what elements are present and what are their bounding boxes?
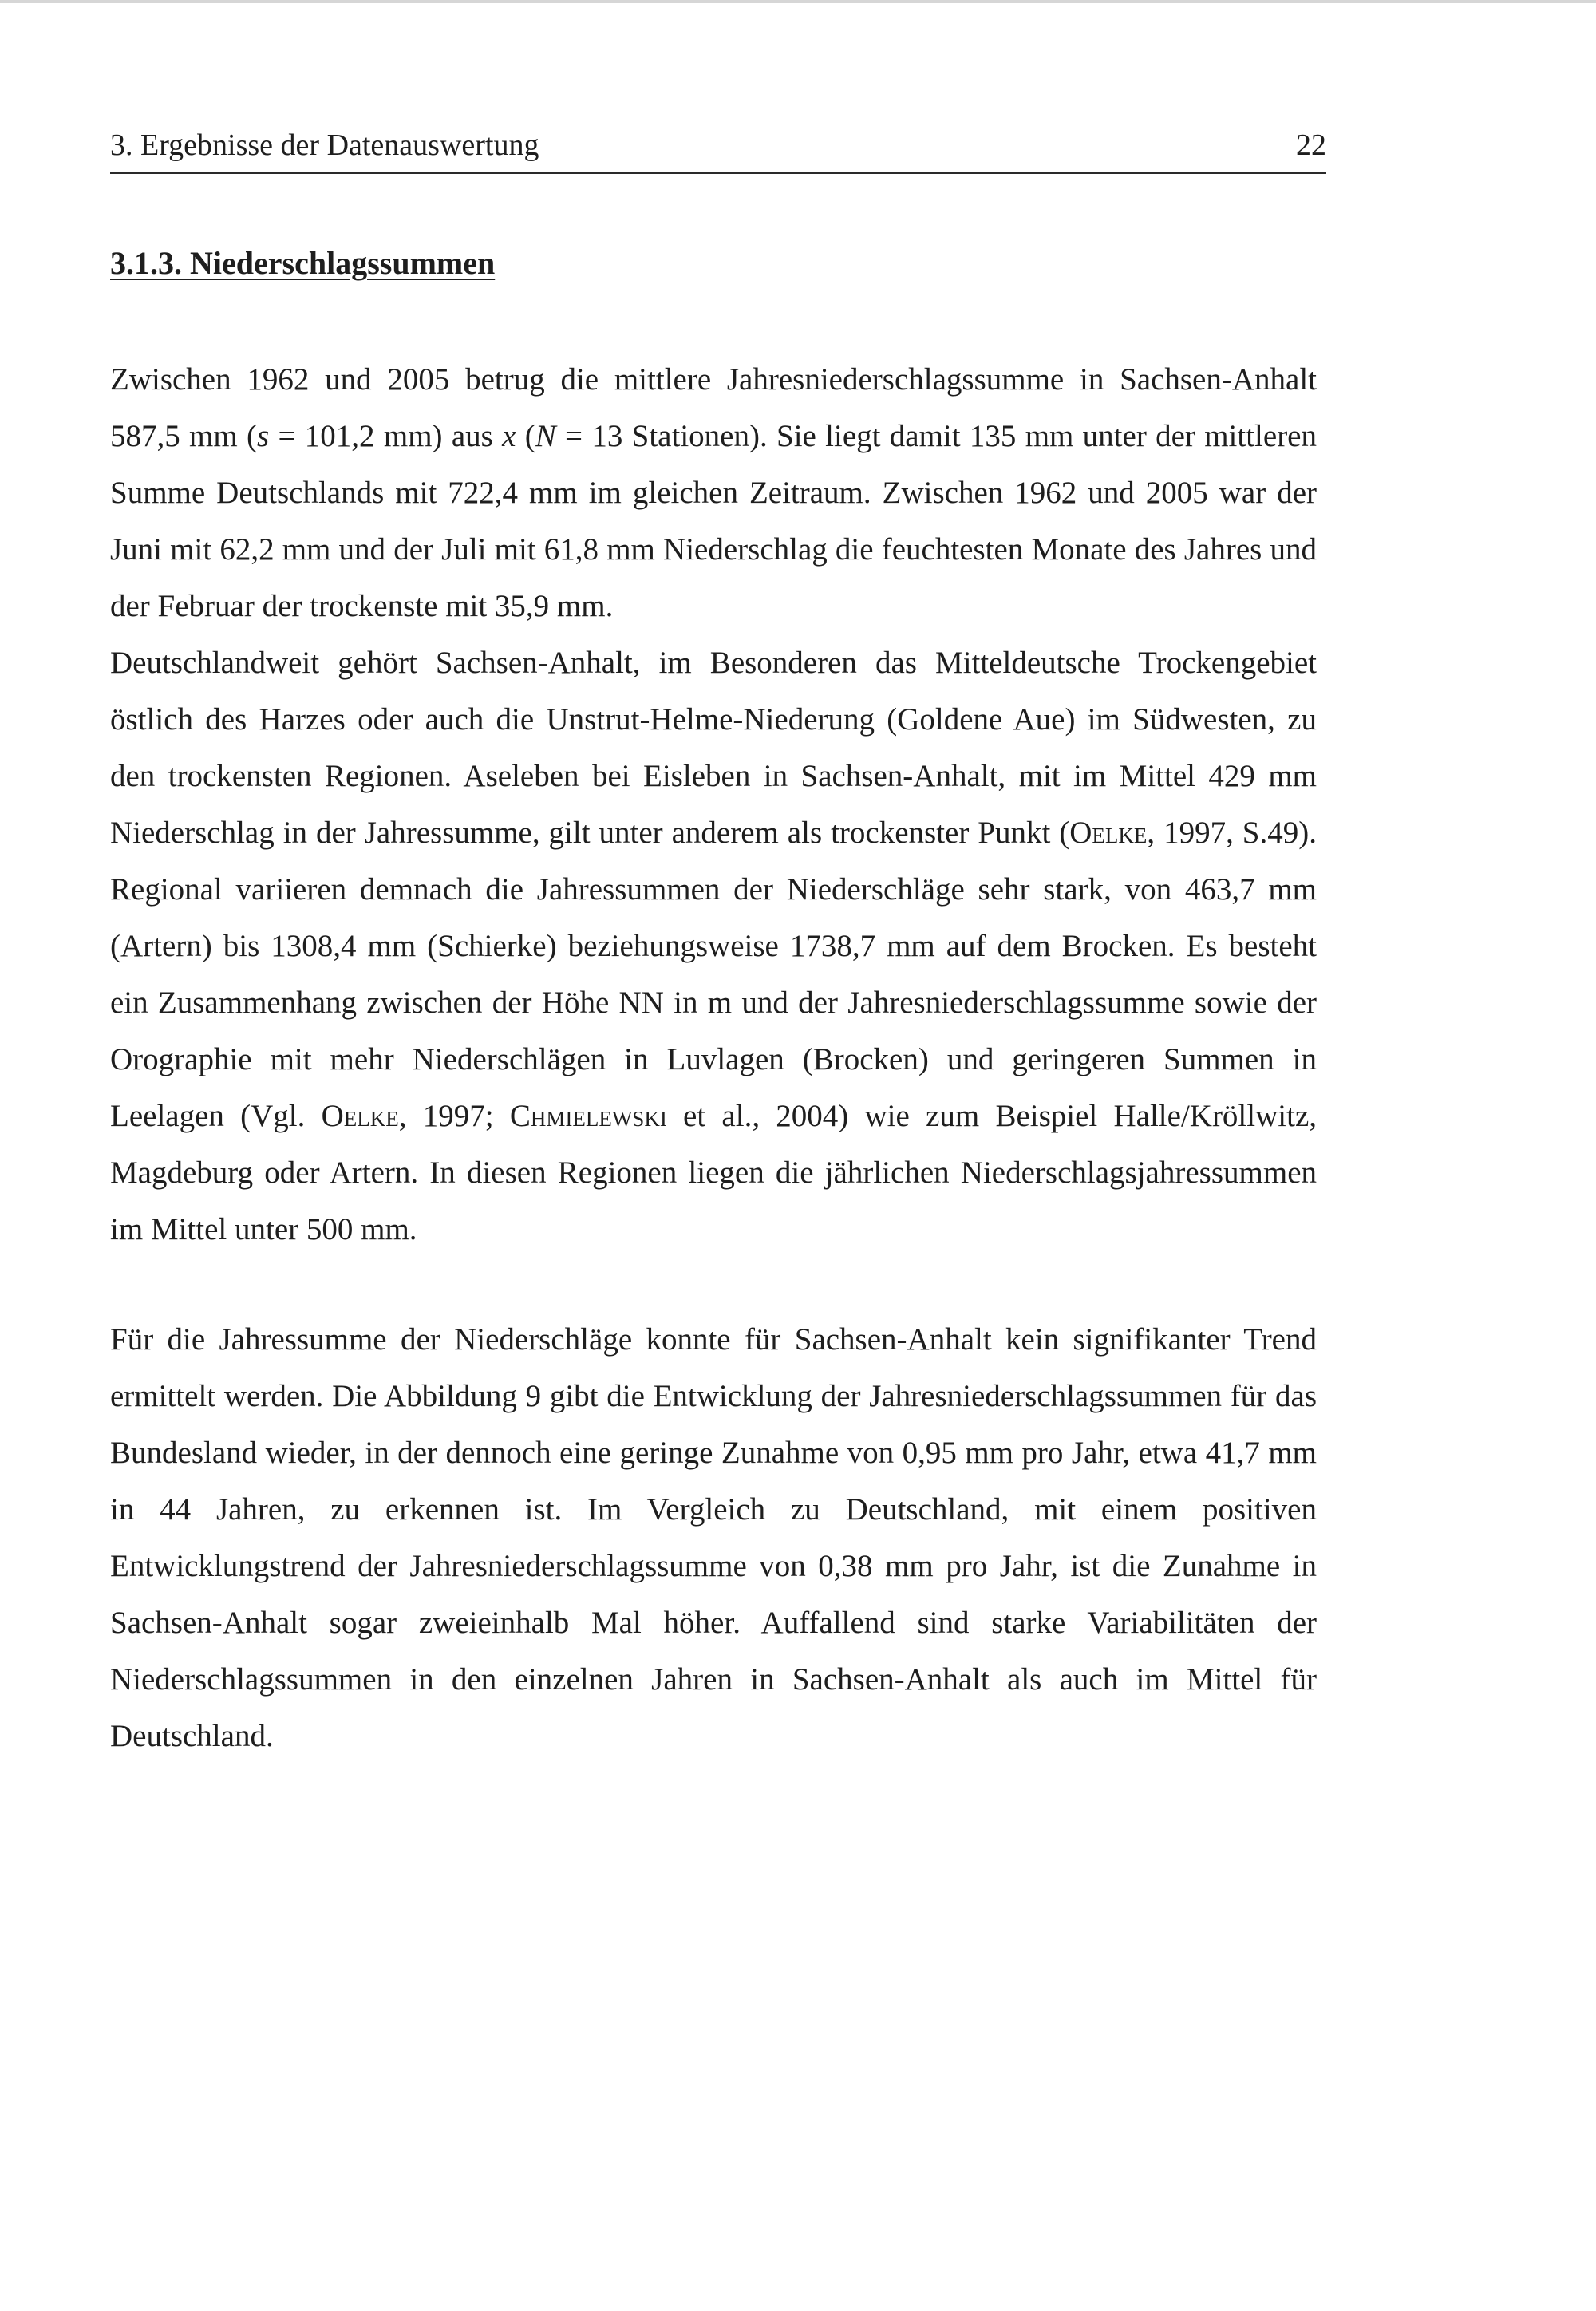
text-block-1 [110,351,1317,1258]
text-block-2 [110,1311,1317,1764]
scan-top-edge [0,0,1596,3]
citation-author: Chmielewski [509,1099,667,1133]
page-number: 22 [1296,128,1326,162]
running-header [110,126,1326,174]
paragraph-precipitation-mean: Zwischen 1962 und 2005 betrug die mittlere Jahresniederschlagssumme in Sachsen-Anhalt 587,5 mm (s = 101,2 mm) aus x (N = 13 Stationen). Sie liegt damit 135 mm unter der mittleren Summe Deutschlands mit 722,4 mm im gleichen Zeitraum. Zwischen 1962 und 2005 war der Juni mit 62,2 mm und der Juli mit 61,8 mm Niederschlag die feuchtesten Monate des Jahres und der Februar der trockenste mit 35,9 mm. [110,362,1317,623]
citation-author: Oelke [1069,816,1148,850]
paragraph-trend: Für die Jahressumme der Niederschläge konnte für Sachsen-Anhalt kein signifikanter Trend ermittelt werden. Die Abbildung 9 gibt die Entwicklung der Jahresniederschlagssummen für das Bundesland wieder, in der dennoch eine geringe Zunahme von 0,95 mm pro Jahr, etwa 41,7 mm in 44 Jahren, zu erkennen ist. Im Vergleich zu Deutschland, mit einem positiven Entwicklungstrend der Jahresniederschlagssumme von 0,38 mm pro Jahr, ist die Zunahme in Sachsen-Anhalt sogar zweieinhalb Mal höher. Auffallend sind starke Variabilitäten der Niederschlagssummen in den einzelnen Jahren in Sachsen-Anhalt als auch im Mittel für Deutschland. [110,1322,1317,1753]
section-heading: 3.1.3. Niederschlagssummen [110,245,496,281]
citation-author: Oelke [321,1099,399,1133]
paragraph-dry-regions: Deutschlandweit gehört Sachsen-Anhalt, im Besonderen das Mitteldeutsche Trockengebiet östlich des Harzes oder auch die Unstrut-Helme-Niederung (Goldene Aue) im Südwesten, zu den trockensten Regionen. Aseleben bei Eisleben in Sachsen-Anhalt, mit im Mittel 429 mm Niederschlag in der Jahressumme, gilt unter anderem als trockenster Punkt (Oelke, 1997, S.49). Regional variieren demnach die Jahressummen der Niederschläge sehr stark, von 463,7 mm (Artern) bis 1308,4 mm (Schierke) beziehungsweise 1738,7 mm auf dem Brocken. Es besteht ein Zusammenhang zwischen der Höhe NN in m und der Jahresniederschlagssumme sowie der Orographie mit mehr Niederschlägen in Luvlagen (Brocken) und geringeren Summen in Leelagen (Vgl. Oelke, 1997; Chmielewski et al., 2004) wie zum Beispiel Halle/Kröllwitz, Magdeburg oder Artern. In diesen Regionen liegen die jährlichen Niederschlagsjahressummen im Mittel unter 500 mm. [110,646,1317,1246]
chapter-title: 3. Ergebnisse der Datenauswertung [110,128,539,162]
